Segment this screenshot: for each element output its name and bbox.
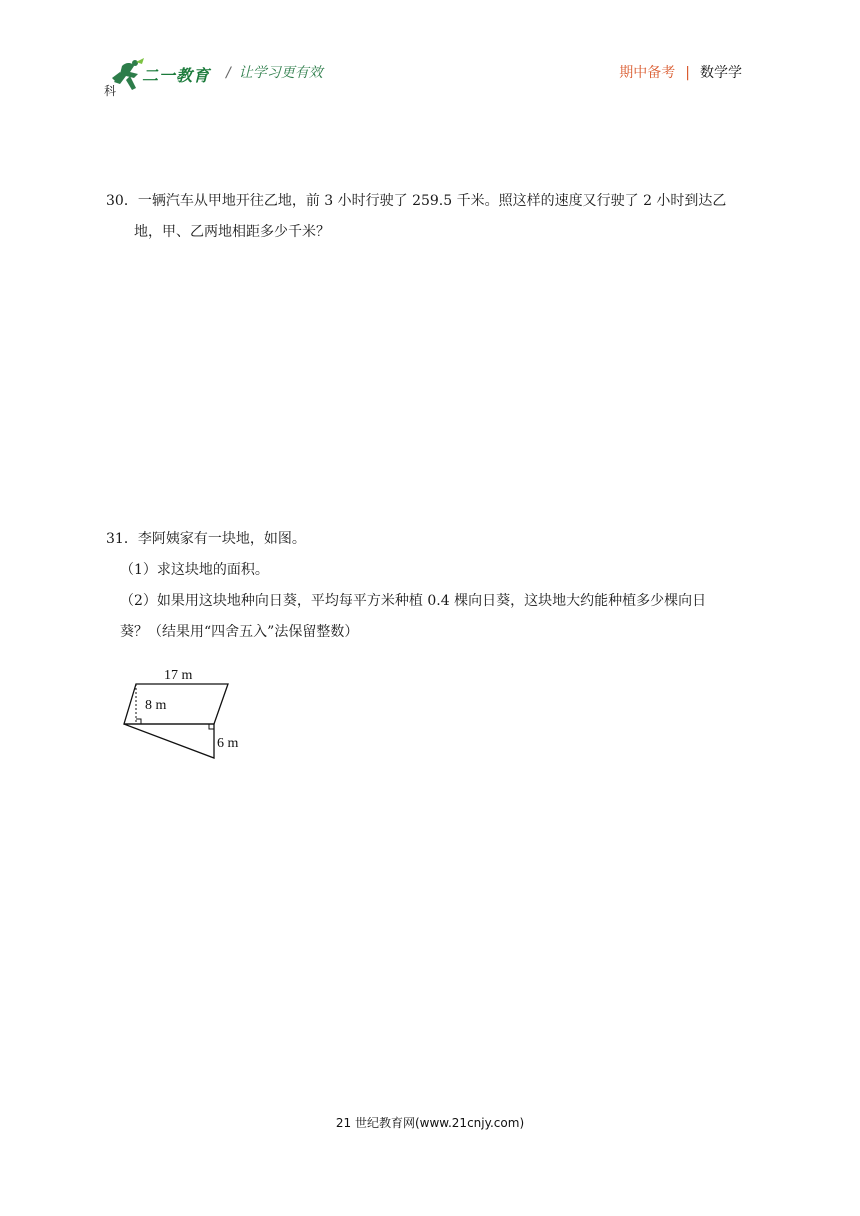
question-31-part2-line1: （2）如果用这块地种向日葵，平均每平方米种植 0.4 棵向日葵，这块地大约能种植多少棵向日 [120,593,707,609]
question-31-number: 31． [106,531,138,547]
slogan-text: 让学习更有效 [238,65,323,81]
top-length-label: 17 m [164,668,193,683]
triangle-shape [124,724,214,758]
question-31-part2-line2: 葵？（结果用“四舍五入”法保留整数） [120,624,359,640]
slogan-slash: / [226,65,231,81]
right-angle-mark-left [136,719,141,724]
side-length-label: 6 m [217,736,239,751]
question-31-part1: （1）求这块地的面积。 [120,562,269,578]
page-footer: 21 世纪教育网(www.21cnjy.com) [335,1116,525,1130]
header-divider: | [685,65,690,81]
question-31 [106,524,756,648]
land-figure [118,662,258,768]
question-31-line1 [106,524,756,555]
subject-label: 数学学 [700,65,742,81]
question-30-text-line1: 一辆汽车从甲地开往乙地，前 3 小时行驶了 259.5 千米。照这样的速度又行驶了 2 小时到达乙 [137,193,727,209]
logo-sub-text: 科 [104,84,117,98]
question-30-line1 [106,186,756,217]
slogan [226,62,323,82]
question-30 [106,186,756,248]
question-30-text-line2: 地，甲、乙两地相距多少千米？ [134,224,330,240]
exam-label: 期中备考 [619,65,676,81]
height-label: 8 m [145,698,167,713]
question-30-number: 30． [106,193,138,209]
page-header [0,0,860,110]
parallelogram-shape [124,684,228,724]
right-angle-mark-right [209,724,214,729]
header-right [619,62,742,82]
logo-text: 二一教育 [142,66,211,85]
question-31-intro: 李阿姨家有一块地，如图。 [137,531,306,547]
